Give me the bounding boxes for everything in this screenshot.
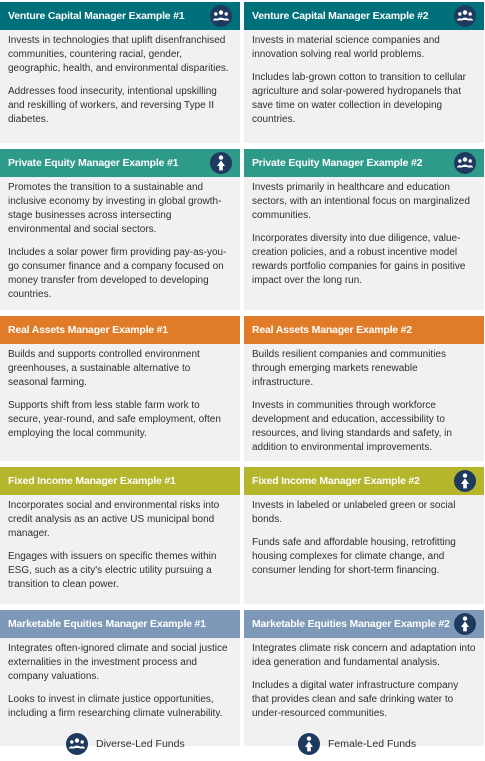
example-card-header (244, 610, 484, 638)
diverse-led-icon (454, 5, 476, 27)
diverse-led-icon (454, 152, 476, 174)
example-card-paragraph: Integrates climate risk concern and adaptation into idea generation and fundamental analysis. (252, 643, 476, 668)
example-card-paragraph: Integrates often-ignored climate and social justice externalities in the investment process and company valuations. (8, 643, 228, 682)
example-card-paragraph: Incorporates social and environmental risks into credit analysis as an active US municipal bond manager. (8, 500, 220, 539)
example-card-real_assets-left (0, 316, 240, 461)
manager-examples-grid (0, 2, 485, 746)
example-card-title: Venture Capital Manager Example #1 (8, 10, 185, 22)
example-card-title: Private Equity Manager Example #2 (252, 157, 423, 169)
example-card-body (0, 30, 240, 133)
example-card-header (244, 467, 484, 495)
example-card-body (244, 638, 484, 727)
example-card-real_assets-right (244, 316, 484, 461)
example-card-venture-right (244, 2, 484, 143)
legend-female-label: Female-Led Funds (328, 738, 417, 750)
example-card-body (244, 30, 484, 133)
example-card-paragraph: Builds and supports controlled environment greenhouses, a sustainable alternative to seasonal farming. (8, 349, 200, 388)
example-card-title: Private Equity Manager Example #1 (8, 157, 179, 169)
example-card-paragraph: Invests in communities through workforce development and education, accessibility to resources, and living standards and safety, in addition to environmental improvements. (252, 400, 452, 453)
example-card-paragraph: Includes a digital water infrastructure company that provides clean and safe drinking water to under-resourced communities. (252, 680, 459, 719)
example-card-header (0, 149, 240, 177)
legend-diverse (66, 733, 185, 755)
example-card-body (0, 177, 240, 308)
female-led-icon (454, 613, 476, 635)
example-card-paragraph: Includes lab-grown cotton to transition to cellular agriculture and solar-powered hydropanels that save time on water collection in developing countries. (252, 72, 467, 125)
example-card-equities-right (244, 610, 484, 746)
female-led-icon (454, 470, 476, 492)
example-card-paragraph: Invests primarily in healthcare and education sectors, with an intentional focus on marginalized communities. (252, 182, 470, 221)
example-card-paragraph: Supports shift from less stable farm work to secure, year-round, and safe employment, often employing the local community. (8, 400, 221, 439)
example-card-paragraph: Looks to invest in climate justice opportunities, including a firm researching climate vulnerability. (8, 694, 223, 719)
example-card-body (244, 177, 484, 294)
diverse-led-icon (66, 733, 88, 755)
example-card-title: Venture Capital Manager Example #2 (252, 10, 429, 22)
example-card-header (0, 467, 240, 495)
example-card-title: Fixed Income Manager Example #1 (8, 475, 176, 487)
female-led-icon (298, 733, 320, 755)
example-card-fixed_income-left (0, 467, 240, 604)
example-card-paragraph: Funds safe and affordable housing, retrofitting housing complexes for climate change, and consumer lending for short-term financing. (252, 537, 456, 576)
example-card-body (0, 495, 240, 598)
example-card-title: Marketable Equities Manager Example #2 (252, 618, 450, 630)
example-card-equities-left (0, 610, 240, 746)
example-card-title: Real Assets Manager Example #2 (252, 324, 412, 336)
example-card-paragraph: Addresses food insecurity, intentional upskilling and reskilling of workers, and reversing Type II diabetes. (8, 86, 217, 125)
example-card-private_equity-left (0, 149, 240, 310)
example-card-paragraph: Promotes the transition to a sustainable and inclusive economy by investing in global growth-stage businesses across intersecting environmental and social sectors. (8, 182, 222, 235)
example-card-private_equity-right (244, 149, 484, 310)
example-card-body (0, 638, 240, 727)
example-card-title: Real Assets Manager Example #1 (8, 324, 168, 336)
example-card-header (0, 610, 240, 638)
female-led-icon (210, 152, 232, 174)
example-card-venture-left (0, 2, 240, 143)
example-card-paragraph: Invests in technologies that uplift disenfranchised communities, countering racial, gender, geographic, health, and environmental disparities. (8, 35, 229, 74)
example-card-paragraph: Invests in material science companies and innovation solving real world problems. (252, 35, 440, 60)
example-card-header (0, 316, 240, 344)
legend (0, 730, 485, 756)
example-card-body (244, 495, 484, 584)
example-card-body (244, 344, 484, 461)
legend-diverse-label: Diverse-Led Funds (96, 738, 185, 750)
example-card-header (0, 2, 240, 30)
example-card-body (0, 344, 240, 447)
example-card-paragraph: Builds resilient companies and communities through emerging markets renewable infrastructure. (252, 349, 446, 388)
example-card-paragraph: Engages with issuers on specific themes within ESG, such as a city's electric utility pursuing a transition to clean power. (8, 551, 217, 590)
example-card-title: Marketable Equities Manager Example #1 (8, 618, 206, 630)
example-card-fixed_income-right (244, 467, 484, 604)
example-card-header (244, 2, 484, 30)
example-card-paragraph: Incorporates diversity into due diligence, value-creation policies, and a robust incentive model rewards portfolio companies for gains in positive impact over the long run. (252, 233, 466, 286)
example-card-header (244, 316, 484, 344)
example-card-paragraph: Invests in labeled or unlabeled green or social bonds. (252, 500, 456, 525)
example-card-paragraph: Includes a solar power firm providing pay-as-you-go consumer finance and a company focused on money transfer from developed to developing countries. (8, 247, 227, 300)
legend-female (298, 733, 416, 755)
example-card-title: Fixed Income Manager Example #2 (252, 475, 420, 487)
diverse-led-icon (210, 5, 232, 27)
example-card-header (244, 149, 484, 177)
